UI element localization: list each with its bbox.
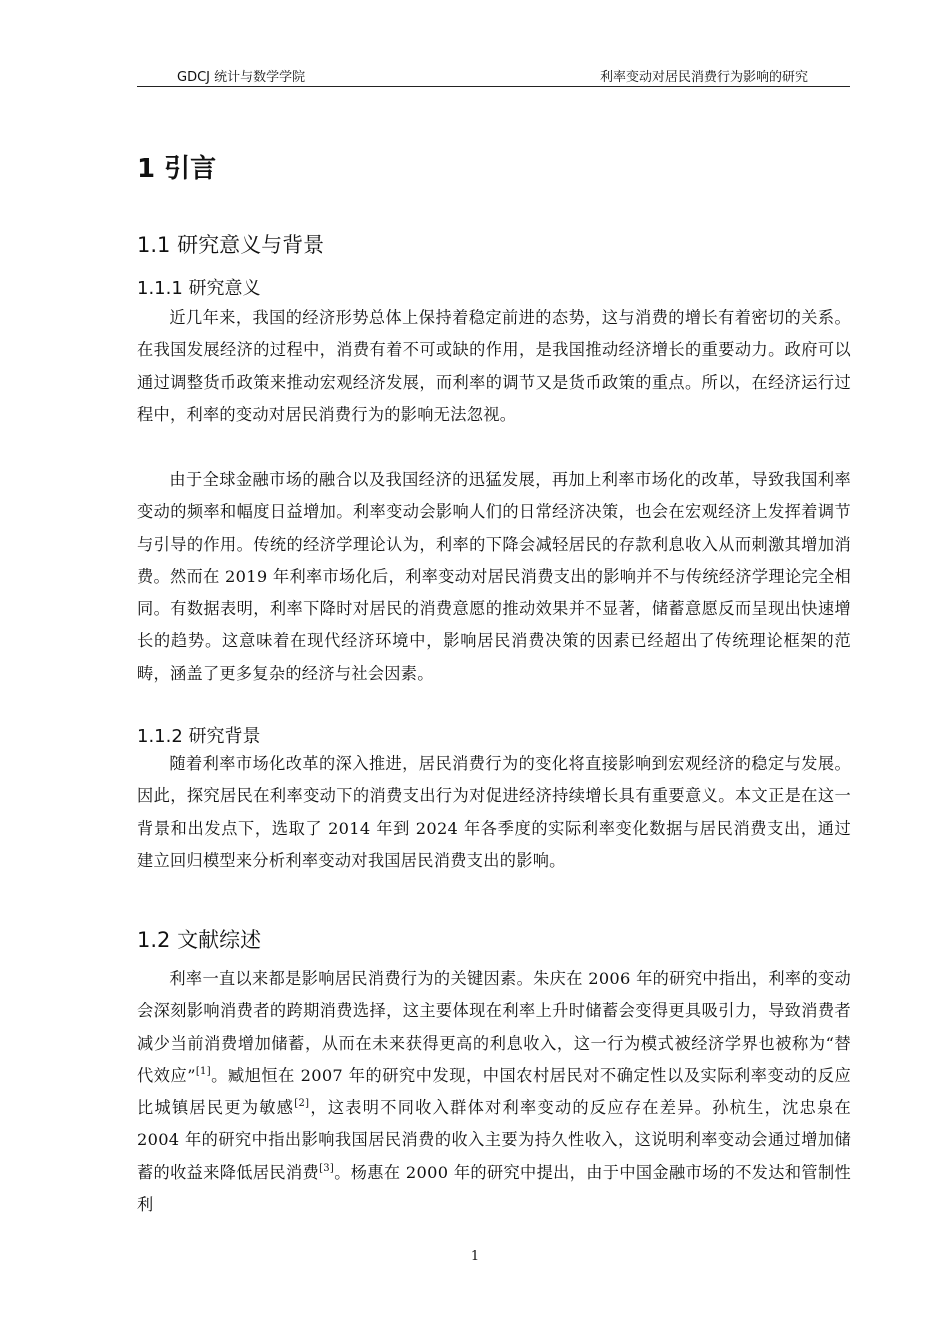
literature-text-part: ，这表明不同收入群体对利率变动的反应存在差异。孙杭生，沈忠泉在 2004 年的研究中指出影响我国居民消费的收入主要为持久性收入，这说明利率变动会通过增加储蓄的收益来降低居民消费 xyxy=(137,1098,851,1182)
paragraph-research-context: 由于全球金融市场的融合以及我国经济的迅猛发展，再加上利率市场化的改革，导致我国利率变动的频率和幅度日益增加。利率变动会影响人们的日常经济决策，也会在宏观经济上发挥着调节与引导的作用。传统的经济学理论认为，利率的下降会减轻居民的存款利息收入从而刺激其增加消费。然而在 2019 年利率市场化后，利率变动对居民消费支出的影响并不与传统经济学理论完全相同。有数据表明，利率下降时对居民的消费意愿的推动效果并不显著，储蓄意愿反而呈现出快速增长的趋势。这意味着在现代经济环境中，影响居民消费决策的因素已经超出了传统理论框架的范畴，涵盖了更多复杂的经济与社会因素。 xyxy=(137,470,851,683)
literature-text-part: 。臧旭恒在 2007 年的研究中发现，中国农村居民对不确定性以及实际利率变动的反应比城镇居民更为敏感 xyxy=(137,1065,851,1118)
subsection-heading-1-1-2: 1.1.2 研究背景 xyxy=(137,726,261,747)
literature-text-part: 利率一直以来都是影响居民消费行为的关键因素。朱庆在 2006 年的研究中指出，利率的变动会深刻影响消费者的跨期消费选择，这主要体现在利率上升时储蓄会变得更具吸引力，导致消费者减少当前消费增加储蓄，从而在未来获得更高的利息收入，这一行为模式被经济学界也被称为“替代效应” xyxy=(137,969,851,1085)
paragraph-research-significance: 近几年来，我国的经济形势总体上保持着稳定前进的态势，这与消费的增长有着密切的关系。在我国发展经济的过程中，消费有着不可或缺的作用，是我国推动经济增长的重要动力。政府可以通过调整货币政策来推动宏观经济发展，而利率的调节又是货币政策的重点。所以，在经济运行过程中，利率的变动对居民消费行为的影响无法忽视。 xyxy=(137,308,851,424)
header-institution: GDCJ 统计与数学学院 xyxy=(177,70,306,85)
chapter-heading: 1 引言 xyxy=(137,154,217,184)
citation-1: [1] xyxy=(195,1065,211,1077)
section-heading-1-2: 1.2 文献综述 xyxy=(137,928,262,952)
paragraph-research-background: 随着利率市场化改革的深入推进，居民消费行为的变化将直接影响到宏观经济的稳定与发展。因此，探究居民在利率变动下的消费支出行为对促进经济持续增长具有重要意义。本文正是在这一背景和出发点下，选取了 2014 年到 2024 年各季度的实际利率变化数据与居民消费支出，通过建立回归模型来分析利率变动对我国居民消费支出的影响。 xyxy=(137,754,851,870)
page-header xyxy=(137,66,850,87)
page-number: 1 xyxy=(470,1249,480,1264)
literature-text-part: 。杨惠在 2000 年的研究中提出，由于中国金融市场的不发达和管制性利 xyxy=(137,1162,851,1215)
citation-3: [3] xyxy=(319,1162,335,1174)
section-heading-1-1: 1.1 研究意义与背景 xyxy=(137,233,325,257)
citation-2: [2] xyxy=(294,1098,310,1110)
subsection-heading-1-1-1: 1.1.1 研究意义 xyxy=(137,278,261,299)
paragraph-literature-review xyxy=(137,963,851,1221)
header-paper-title: 利率变动对居民消费行为影响的研究 xyxy=(599,70,808,85)
